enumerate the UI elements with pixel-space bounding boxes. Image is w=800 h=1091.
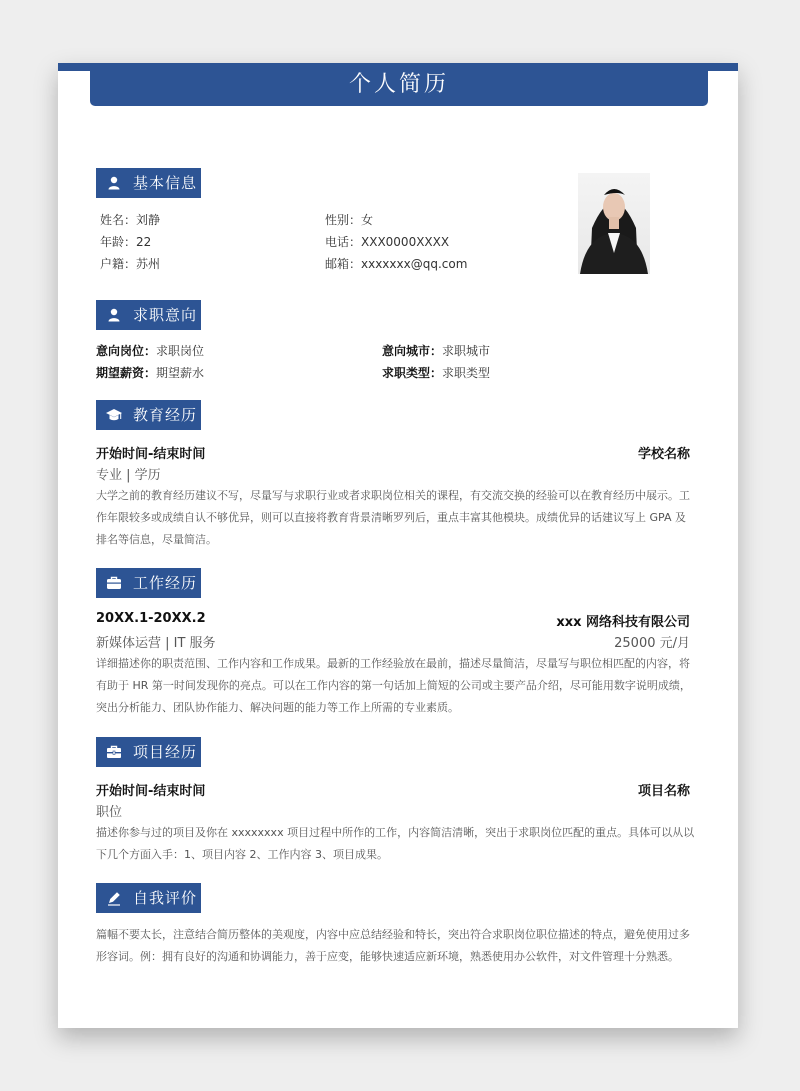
toolbox-icon <box>106 744 122 760</box>
intent-position-value: 求职岗位 <box>156 344 205 358</box>
work-description: 详细描述你的职责范围、工作内容和工作成果。最新的工作经验放在最前，描述尽量简洁，尽量写与职位相匹配的内容，将有助于 HR 第一时间发现你的亮点。可以在工作内容的第一句话加上简短的公司或主要产品介绍，尽可能用数字说明成绩，突出分析能力、团队协作能力、解决问题的能力等工作上所需的专业素质。 <box>96 657 691 714</box>
section-header-project <box>96 737 201 767</box>
company-name: xxx 网络科技有限公司 <box>556 615 690 630</box>
gender-field: 性别：女 <box>325 213 374 227</box>
intent-salary-label: 期望薪资： <box>96 366 157 380</box>
profile-photo <box>578 173 650 274</box>
name-field: 姓名：刘静 <box>100 213 161 227</box>
education-major: 专业 | 学历 <box>96 468 161 483</box>
education-description: 大学之前的教育经历建议不写，尽量写与求职行业或者求职岗位相关的课程，有交流交换的经验可以在教育经历中展示。工作年限较多或成绩自认不够优异，则可以直接将教育背景清晰罗列后，重点丰富其他模块。成绩优异的话建议写上 GPA 及排名等信息，尽量简洁。 <box>96 489 690 546</box>
intent-type-label: 求职类型： <box>382 366 443 380</box>
briefcase-icon <box>106 575 122 591</box>
intent-type-value: 求职类型 <box>442 366 491 380</box>
user-icon <box>106 175 122 191</box>
school-name: 学校名称 <box>637 447 690 462</box>
intent-salary-value: 期望薪水 <box>156 366 205 380</box>
self-evaluation-description: 篇幅不要太长，注意结合简历整体的美观度，内容中应总结经验和特长，突出符合求职岗位职位描述的特点，避免使用过多形容词。例：拥有良好的沟通和协调能力，善于应变，能够快速适应新环境，熟悉使用办公软件，对文件管理十分熟悉。 <box>96 928 690 963</box>
section-title: 求职意向 <box>133 306 198 324</box>
intent-position <box>96 342 204 359</box>
graduation-cap-icon <box>106 407 122 423</box>
project-role: 职位 <box>96 805 123 820</box>
section-title: 项目经历 <box>133 743 198 761</box>
section-title: 自我评价 <box>133 889 198 907</box>
work-role: 新媒体运营 | IT 服务 <box>96 636 216 651</box>
education-period: 开始时间-结束时间 <box>96 447 206 462</box>
section-title: 教育经历 <box>133 406 198 424</box>
hometown-field: 户籍：苏州 <box>100 257 161 271</box>
intent-position-label: 意向岗位： <box>96 344 157 358</box>
resume-sheet <box>58 63 738 1028</box>
user-icon <box>106 307 122 323</box>
project-period: 开始时间-结束时间 <box>96 784 206 799</box>
intent-city <box>382 342 490 359</box>
intent-city-label: 意向城市： <box>382 344 443 358</box>
resume-title: 个人简历 <box>90 63 708 106</box>
email-field: 邮箱：xxxxxxx@qq.com <box>325 257 468 271</box>
project-name: 项目名称 <box>637 784 690 799</box>
work-period: 20XX.1-20XX.2 <box>96 611 206 626</box>
section-title: 工作经历 <box>133 574 198 592</box>
section-header-job-intent <box>96 300 201 330</box>
age-field: 年龄：22 <box>100 235 152 249</box>
section-header-self-evaluation <box>96 883 201 913</box>
section-header-basic-info <box>96 168 201 198</box>
project-description: 描述你参与过的项目及你在 xxxxxxxx 项目过程中所作的工作，内容简洁清晰，突出于求职岗位匹配的重点。具体可以从以下几个方面入手：1、项目内容 2、工作内容 3、项目成果。 <box>96 826 695 861</box>
section-title: 基本信息 <box>133 174 198 192</box>
intent-salary <box>96 364 204 381</box>
section-header-work <box>96 568 201 598</box>
intent-type <box>382 364 490 381</box>
section-header-education <box>96 400 201 430</box>
phone-field: 电话：XXX0000XXXX <box>325 235 450 249</box>
pen-icon <box>106 890 122 906</box>
intent-city-value: 求职城市 <box>442 344 491 358</box>
work-salary: 25000 元/月 <box>614 636 690 651</box>
